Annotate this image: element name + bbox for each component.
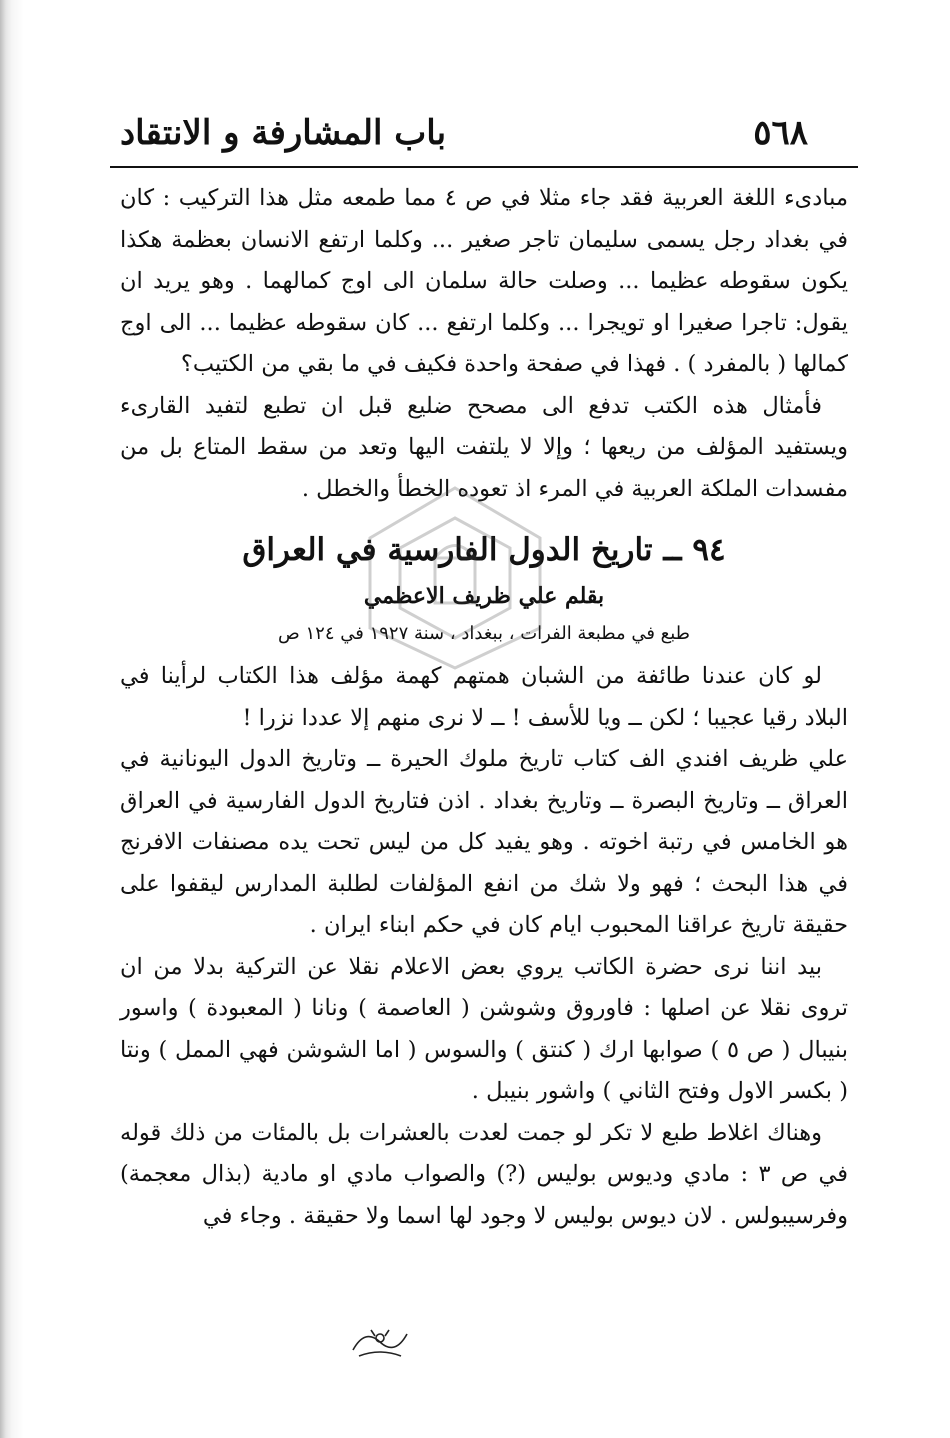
page-number: ٥٦٨ [753, 113, 808, 153]
article-heading [120, 524, 848, 652]
article-title: ٩٤ ــ تاريخ الدول الفارسية في العراق [242, 532, 726, 568]
page-ornament-icon [345, 1320, 415, 1364]
article-paragraph: وهناك اغلاط طبع لا تكر لو جمت لعدت بالعشرات بل بالمئات من ذلك قوله في ص ٣ : مادي وديوس بوليس (?) والصواب مادي او مادية (بذال معجمة) وفرسيبولس . لان ديوس بوليس لا وجود لها اسما ولا حقيقة . وجاء في [120, 1119, 848, 1229]
header-rule [110, 166, 858, 168]
article-paragraph: علي ظريف افندي الف كتاب تاريخ ملوك الحيرة ــ وتاريخ الدول اليونانية في العراق ــ وتاريخ البصرة ــ وتاريخ بغداد . اذن فتاريخ الدول الفارسية في العراق هو الخامس في رتبة اخوته . وهو يفيد كل من ليس تحت يده مصنفات الافرنج في هذا البحث ؛ فهو ولا شك من انفع المؤلفات لطلبة المدارس ليقفوا على حقيقة تاريخ عراقنا المحبوب ايام كان في حكم ابناء ايران . [120, 746, 848, 938]
article-paragraph: بيد اننا نرى حضرة الكاتب يروي بعض الاعلام نقلا عن التركية بدلا من ان تروى نقلا عن اصلها : فاوروق وشوشن ( العاصمة ) ونانا ( المعبودة ) واسور بنيبال ( ص ٥ ) صوابها ارك ( كنتق ) والسوس ( اما الشوشن فهي الممل ) ونتا ( بكسر الاول وفتح الثاني ) واشور بنيبل . [120, 953, 848, 1104]
scan-binding-edge [0, 0, 24, 1438]
page-header [120, 108, 848, 158]
article-author: بقلم علي ظريف الاعظمي [363, 583, 605, 609]
article-paragraph: لو كان عندنا طائفة من الشبان همتهم كهمة مؤلف هذا الكتاب لرأينا في البلاد رقيا عجيبا ؛ لكن ــ ويا للأسف ! ــ لا نرى منهم إلا عددا نزرا ! [120, 663, 848, 731]
running-title: باب المشارفة و الانتقاد [120, 113, 447, 153]
article-publication-info: طبع في مطبعة الفرات ، ببغداد ، سنة ١٩٢٧ في ١٢٤ ص [278, 623, 690, 644]
body-paragraph: مبادىء اللغة العربية فقد جاء مثلا في ص ٤ مما طمعه مثل هذا التركيب : كان في بغداد رجل يسمى سليمان تاجر صغير ... وكلما ارتفع الانسان بعظمة هكذا يكون سقوطه عظيما ... وصلت حالة سلمان الى اوج كمالهما . وهو يريد ان يقول: تاجرا صغيرا او تويجرا ... وكلما ارتفع ... كان سقوطه عظيما ... الى اوج كمالها ( بالمفرد ) . فهذا في صفحة واحدة فكيف في ما بقي من الكتيب؟ [120, 185, 849, 377]
book-page [120, 108, 848, 1237]
body-paragraph: فأمثال هذه الكتب تدفع الى مصحح ضليع قبل ان تطبع لتفيد القارىء ويستفيد المؤلف من ريعها ؛ وإلا لا يلتفت اليها وتعد من سقط المتاع بل من مفسدات الملكة العربية في المرء اذ تعوده الخطأ والخطل . [120, 392, 848, 502]
